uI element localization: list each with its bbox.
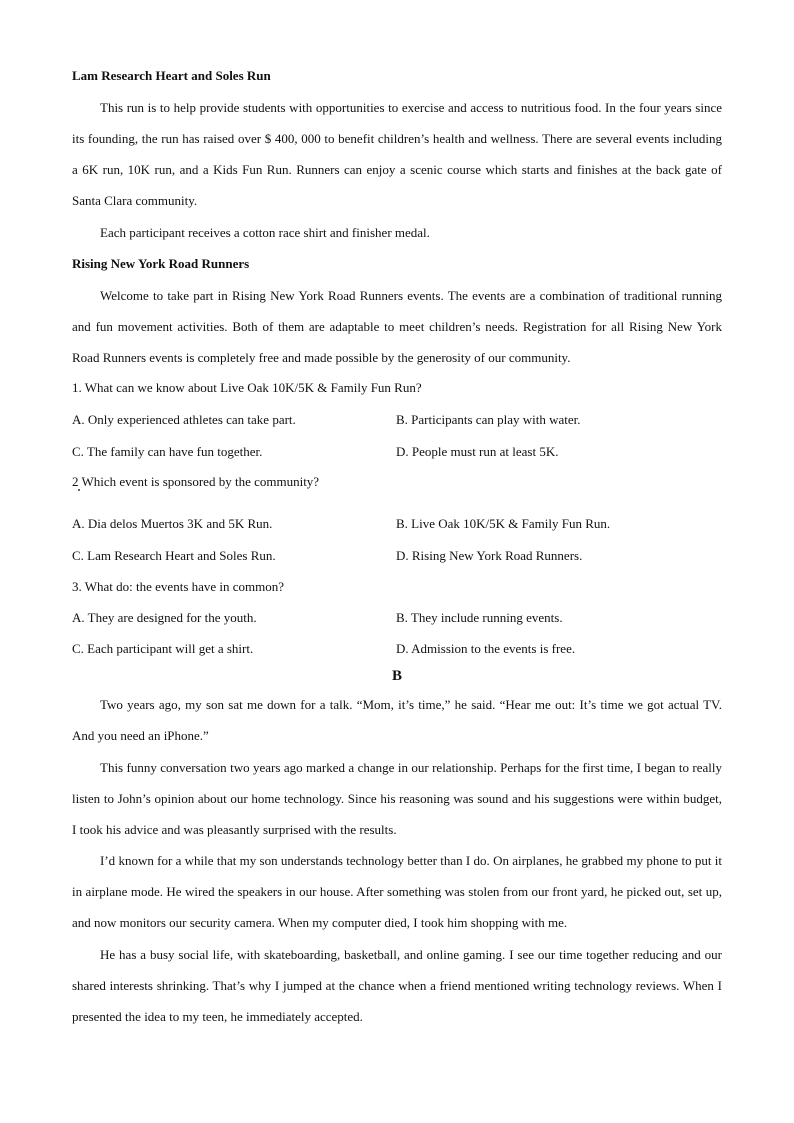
question-1-option-b: B. Participants can play with water. <box>396 412 581 427</box>
section-b-label: B <box>391 668 402 684</box>
question-3-option-d: D. Admission to the events is free. <box>396 641 576 656</box>
passage-b-paragraph-2: This funny conversation two years ago marked a change in our relationship. Perhaps for the first time, I began to really listen to John’s opinion about our home technology. Since his reasoning was sound and his suggestions were within budget, I took his advice and was pleasantly surprised with the results. <box>72 760 722 837</box>
event-title-lam-research: Lam Research Heart and Soles Run <box>72 68 271 83</box>
question-1-option-d: D. People must run at least 5K. <box>396 444 559 459</box>
question-3-stem: 3. What do: the events have in common? <box>72 579 285 594</box>
question-2-option-b: B. Live Oak 10K/5K & Family Fun Run. <box>396 516 611 531</box>
event-description-lam-research: This run is to help provide students with opportunities to exercise and access to nutritious food. In the four years since its founding, the run has raised over $ 400, 000 to benefit children’s health and wellness. There are several events including a 6K run, 10K run, and a Kids Fun Run. Runners can enjoy a scenic course which starts and finishes at the back gate of Santa Clara community. <box>72 100 722 208</box>
question-3-option-b: B. They include running events. <box>396 610 563 625</box>
passage-b-paragraph-4: He has a busy social life, with skateboarding, basketball, and online gaming. I see our time together reducing and our shared interests shrinking. That’s why I jumped at the chance when a friend mentioned writing technology reviews. When I presented the idea to my teen, he immediately accepted. <box>72 947 722 1024</box>
passage-b-paragraph-1: Two years ago, my son sat me down for a talk. “Mom, it’s time,” he said. “Hear me out: It’s time we got actual TV. And you need an iPhone.” <box>72 697 722 743</box>
question-1-stem: 1. What can we know about Live Oak 10K/5K & Family Fun Run? <box>72 380 422 395</box>
question-2-option-d: D. Rising New York Road Runners. <box>396 548 583 563</box>
event-perks-lam-research: Each participant receives a cotton race shirt and finisher medal. <box>100 225 430 240</box>
question-2-stem: 2 Which event is sponsored by the community? <box>72 474 320 489</box>
question-3-option-c: C. Each participant will get a shirt. <box>72 641 254 656</box>
event-description-rising-ny: Welcome to take part in Rising New York Road Runners events. The events are a combination of traditional running and fun movement activities. Both of them are adaptable to meet children’s needs. Registration for all Rising New York Road Runners events is completely free and made possible by the generosity of our community. <box>72 288 722 365</box>
event-title-rising-ny: Rising New York Road Runners <box>72 256 250 271</box>
question-2-option-c: C. Lam Research Heart and Soles Run. <box>72 548 276 563</box>
passage-b-paragraph-3: I’d known for a while that my son understands technology better than I do. On airplanes, he grabbed my phone to put it in airplane mode. He wired the speakers in our house. After something was stolen from our front yard, he picked out, set up, and now monitors our security camera. When my computer died, I took him shopping with me. <box>72 853 722 930</box>
question-1-option-a: A. Only experienced athletes can take part. <box>72 412 296 427</box>
question-2-option-a: A. Dia delos Muertos 3K and 5K Run. <box>72 516 273 531</box>
stray-dot-mark <box>78 489 80 491</box>
question-3-option-a: A. They are designed for the youth. <box>72 610 257 625</box>
question-1-option-c: C. The family can have fun together. <box>72 444 263 459</box>
